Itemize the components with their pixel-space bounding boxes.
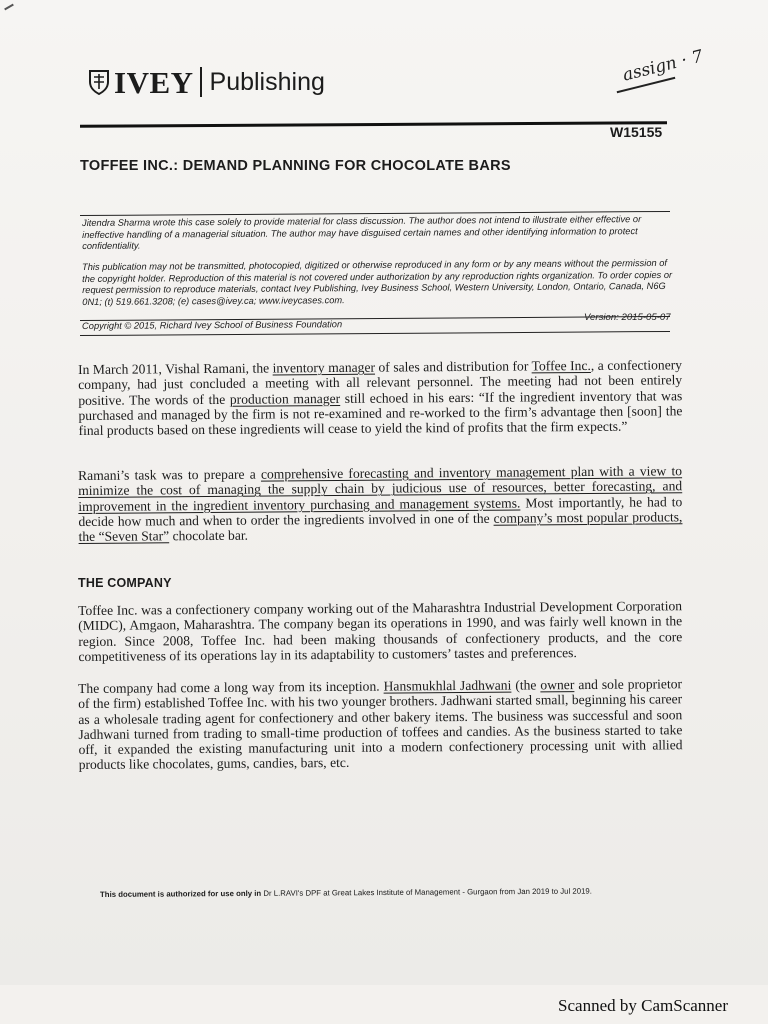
- company-paragraph-1: Toffee Inc. was a confectionery company working out of the Maharashtra Industrial Development Corporation (MIDC), Amgaon, Maharashtra. The company began its operations in 1990, and was fairly well known in the region. Since 2008, Toffee Inc. had been making thousands of confectionery products, and the core competitiveness of its operations lay in its adaptability to customers’ tastes and preferences.: [78, 598, 683, 664]
- intro-paragraph-1: In March 2011, Vishal Ramani, the inventory manager of sales and distribution for Toffee Inc., a confectionery company, had just concluded a meeting with all relevant personnel. The meeting had not been entirely positive. The words of the production manager still echoed in his ears: “If the ingredient inventory that was purchased and managed by the firm is not re-examined and re-worked to the firm’s advantage then [soon] the final products based on these ingredients will cease to yield the kind of profits that the firm expects.”: [78, 357, 683, 439]
- underlined-phrase: production manager: [229, 390, 341, 407]
- underlined-phrase: company’s most popular products, the “Seven Star”: [78, 509, 683, 545]
- authorization-footer: This document is authorized for use only in Dr L.RAVI's DPF at Great Lakes Institute of Management - Gurgaon from Jan 2019 to Jul 2019.: [100, 886, 592, 899]
- disclaimer-authorship: Jitendra Sharma wrote this case solely to provide material for class discussion. The author does not intend to illustrate either effective or ineffective handling of a managerial situation. The author may have disguised certain names and other identifying information to protect confidentiality.: [82, 214, 642, 251]
- ivey-logo: [88, 64, 325, 100]
- underlined-phrase: owner: [540, 677, 575, 693]
- header-rule: [80, 121, 667, 128]
- crest-icon: [88, 69, 110, 95]
- handwritten-note: assign · 7: [620, 46, 706, 86]
- company-paragraph-2: The company had come a long way from its inception. Hansmukhlal Jadhwani (the owner and sole proprietor of the firm) established Toffee Inc. with his two younger brothers. Jadhwani started small, beginning his career as a wholesale trading agent for confectionery and other bakery items. The business was successful and soon Jadhwani turned from trading to small-time production of toffees and candies. As the business started to take off, it expanded the existing manufacturing unit into a modern confectionery processing unit with allied products like chocolates, gums, candies, bars, etc.: [78, 676, 683, 773]
- case-title: TOFFEE INC.: DEMAND PLANNING FOR CHOCOLATE BARS: [80, 158, 511, 174]
- intro-paragraph-2: Ramani’s task was to prepare a comprehensive forecasting and inventory management plan with a view to minimize the cost of managing the supply chain by judicious use of resources, better forecasting, and improvement in the ingredient inventory purchasing and management systems. Most importantly, he had to decide how much and when to order the ingredients involved in one of the company’s most popular products, the “Seven Star” chocolate bar.: [78, 463, 683, 545]
- underlined-phrase: comprehensive forecasting and inventory management plan with a view to minimize the cost of managing the supply chain by judicious use of resources, better forecasting, and improvement in the ingredient inventory purchasing and management systems.: [78, 463, 683, 514]
- corner-mark: [4, 4, 14, 11]
- underlined-phrase: Hansmukhlal Jadhwani: [383, 677, 512, 694]
- section-heading-company: THE COMPANY: [78, 576, 172, 590]
- logo-wordmark: IVEY: [114, 64, 194, 100]
- underlined-phrase: Toffee Inc.: [531, 357, 591, 374]
- scanner-watermark: Scanned by CamScanner: [558, 996, 728, 1015]
- logo-publishing: Publishing: [209, 67, 325, 96]
- copyright-line: Copyright © 2015, Richard Ivey School of Business Foundation: [82, 319, 343, 331]
- case-code: W15155: [610, 124, 663, 140]
- logo-divider: [200, 67, 202, 97]
- version-label: Version: 2015-05-07: [584, 312, 671, 323]
- disclaimer-copyright-notice: This publication may not be transmitted, photocopied, digitized or otherwise reproduced in any form or by any means without the permission of the copyright holder. Reproduction of this material is not covered under authorization by any reproduction rights organization. To order copies or request permission to reproduce materials, contact Ivey Publishing, Ivey Business School, Western University, London, Ontario, Canada, N6G 0N1; (t) 519.661.3208; (e) cases@ivey.ca; www.iveycases.com.: [82, 257, 673, 307]
- disclaimer-bottom-rule: [80, 331, 670, 336]
- underlined-phrase: inventory manager: [272, 359, 376, 376]
